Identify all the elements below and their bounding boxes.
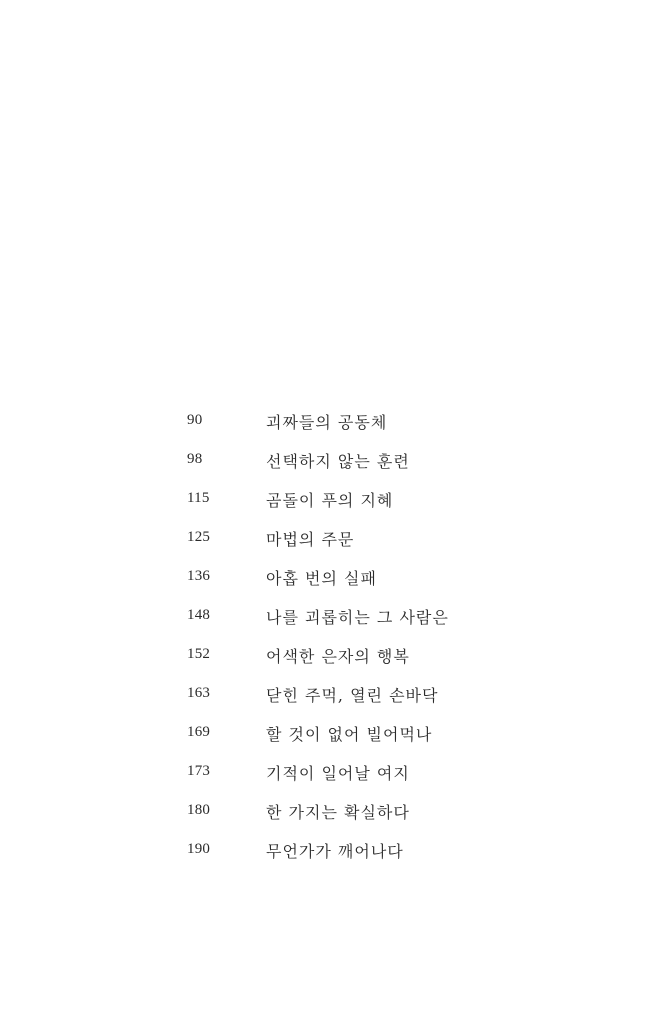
toc-chapter-title: 나를 괴롭히는 그 사람은: [266, 608, 449, 627]
toc-entry: [0, 402, 663, 441]
toc-chapter-title: 아홉 번의 실패: [266, 569, 377, 588]
toc-page-number: 125: [187, 529, 211, 545]
toc-chapter-title: 어색한 은자의 행복: [266, 647, 410, 666]
toc-entry: [0, 714, 663, 753]
toc-entry: [0, 597, 663, 636]
toc-page-number: 148: [187, 607, 211, 623]
toc-page-number: 173: [187, 763, 211, 779]
toc-chapter-title: 닫힌 주먹, 열린 손바닥: [266, 686, 439, 705]
toc-entry: [0, 558, 663, 597]
toc-chapter-title: 기적이 일어날 여지: [266, 764, 410, 783]
toc-page-number: 115: [187, 490, 210, 506]
toc-entry: [0, 753, 663, 792]
toc-chapter-title: 마법의 주문: [266, 530, 355, 549]
toc-chapter-title: 곰돌이 푸의 지혜: [266, 491, 394, 510]
toc-entry: [0, 480, 663, 519]
table-of-contents: [0, 402, 663, 870]
toc-page-number: 180: [187, 802, 211, 818]
toc-page-number: 190: [187, 841, 211, 857]
toc-entry: [0, 792, 663, 831]
toc-page-number: 90: [187, 412, 203, 428]
toc-chapter-title: 괴짜들의 공동체: [266, 413, 388, 432]
toc-entry: [0, 636, 663, 675]
toc-entry: [0, 519, 663, 558]
toc-entry: [0, 675, 663, 714]
toc-page-number: 163: [187, 685, 211, 701]
toc-page-number: 169: [187, 724, 211, 740]
toc-chapter-title: 무언가가 깨어나다: [266, 842, 404, 861]
toc-page-number: 152: [187, 646, 211, 662]
toc-page-number: 98: [187, 451, 203, 467]
toc-chapter-title: 한 가지는 확실하다: [266, 803, 410, 822]
toc-page-number: 136: [187, 568, 211, 584]
toc-entry: [0, 441, 663, 480]
toc-entry: [0, 831, 663, 870]
toc-chapter-title: 선택하지 않는 훈련: [266, 452, 410, 471]
toc-chapter-title: 할 것이 없어 빌어먹나: [266, 725, 433, 744]
